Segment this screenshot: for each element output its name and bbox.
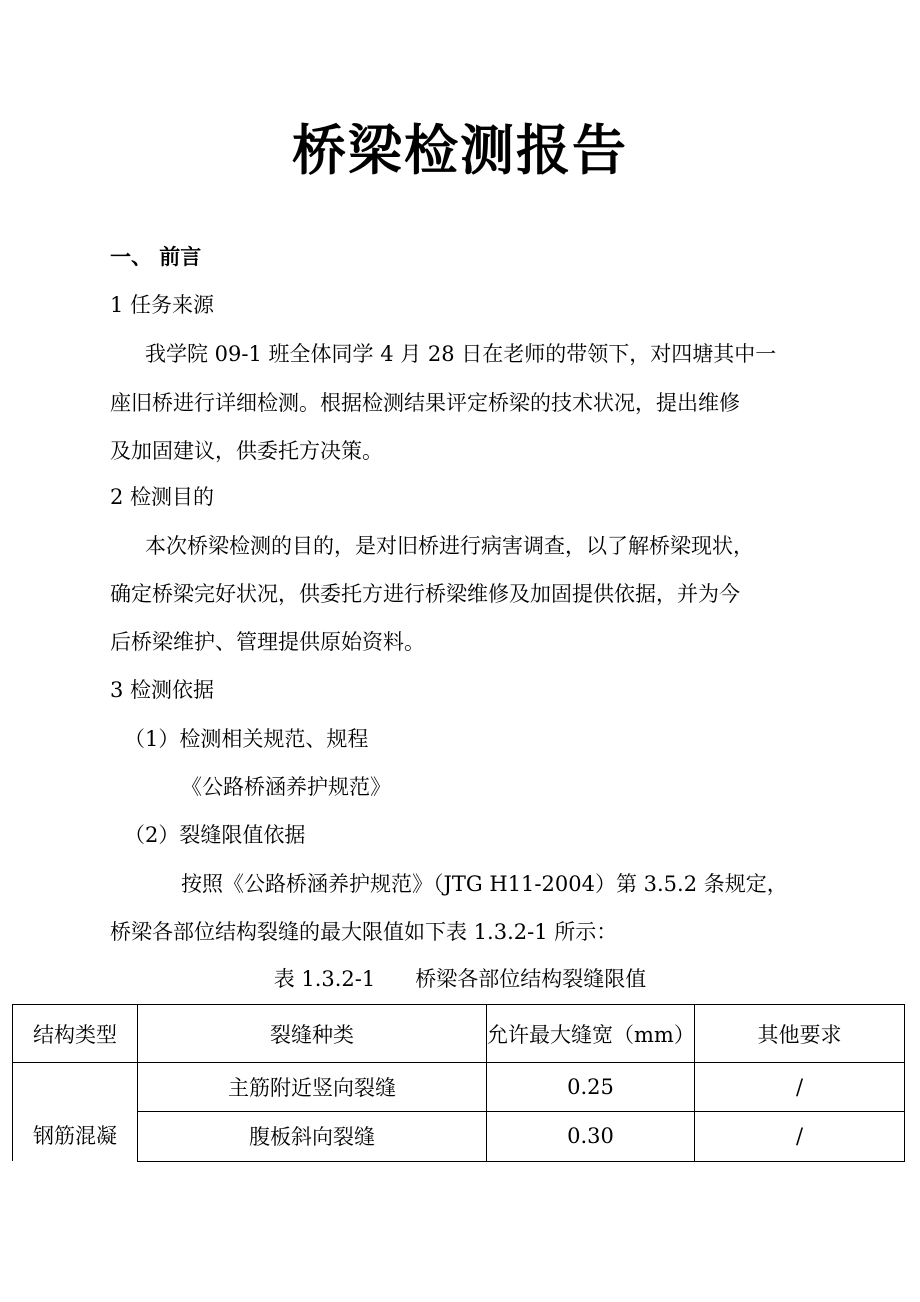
list-item-crack-limits: （2）裂缝限值依据: [124, 823, 306, 847]
subheading-purpose: 2 检测目的: [110, 485, 215, 509]
crack-type-cell: 主筋附近竖向裂缝: [138, 1063, 487, 1112]
header-max-width: 允许最大缝宽（mm）: [487, 1005, 695, 1063]
standard-document-title: 《公路桥涵养护规范》: [181, 775, 391, 799]
paragraph-line: 确定桥梁完好状况，供委托方进行桥梁维修及加固提供依据，并为今: [110, 582, 740, 606]
other-requirements-cell: /: [695, 1112, 905, 1161]
header-other-requirements: 其他要求: [695, 1005, 905, 1063]
table-row: [13, 1112, 905, 1161]
paragraph-line: 后桥梁维护、管理提供原始资料。: [110, 630, 425, 654]
crack-type-cell: 腹板斜向裂缝: [138, 1112, 487, 1161]
table-header-row: [13, 1005, 905, 1063]
paragraph-line: 座旧桥进行详细检测。根据检测结果评定桥梁的技术状况，提出维修: [110, 391, 740, 415]
paragraph-line: 桥梁各部位结构裂缝的最大限值如下表 1.3.2-1 所示：: [110, 920, 618, 944]
structure-type-label: 钢筋混凝: [33, 1124, 117, 1148]
subheading-task-source: 1 任务来源: [110, 293, 215, 317]
table-row: [13, 1063, 905, 1112]
crack-limit-table: [12, 1004, 905, 1162]
document-title: 桥梁检测报告: [292, 118, 628, 182]
section-heading-preface: 一、 前言: [110, 244, 202, 269]
table-caption: 表 1.3.2-1 桥梁各部位结构裂缝限值: [273, 967, 647, 991]
max-width-cell: 0.25: [487, 1063, 695, 1112]
header-crack-type: 裂缝种类: [138, 1005, 487, 1063]
structure-type-cell: [13, 1063, 138, 1162]
other-requirements-cell: /: [695, 1063, 905, 1112]
header-structure-type: 结构类型: [13, 1005, 138, 1063]
max-width-cell: 0.30: [487, 1112, 695, 1161]
paragraph-line: 及加固建议，供委托方决策。: [110, 439, 383, 463]
subheading-basis: 3 检测依据: [110, 678, 215, 702]
paragraph-line: 按照《公路桥涵养护规范》（JTG H11-2004）第 3.5.2 条规定，: [181, 872, 788, 896]
paragraph-line: 本次桥梁检测的目的，是对旧桥进行病害调查，以了解桥梁现状，: [145, 534, 754, 558]
paragraph-line: 我学院 09-1 班全体同学 4 月 28 日在老师的带领下，对四塘其中一: [145, 342, 777, 366]
list-item-standards: （1）检测相关规范、规程: [124, 727, 369, 751]
